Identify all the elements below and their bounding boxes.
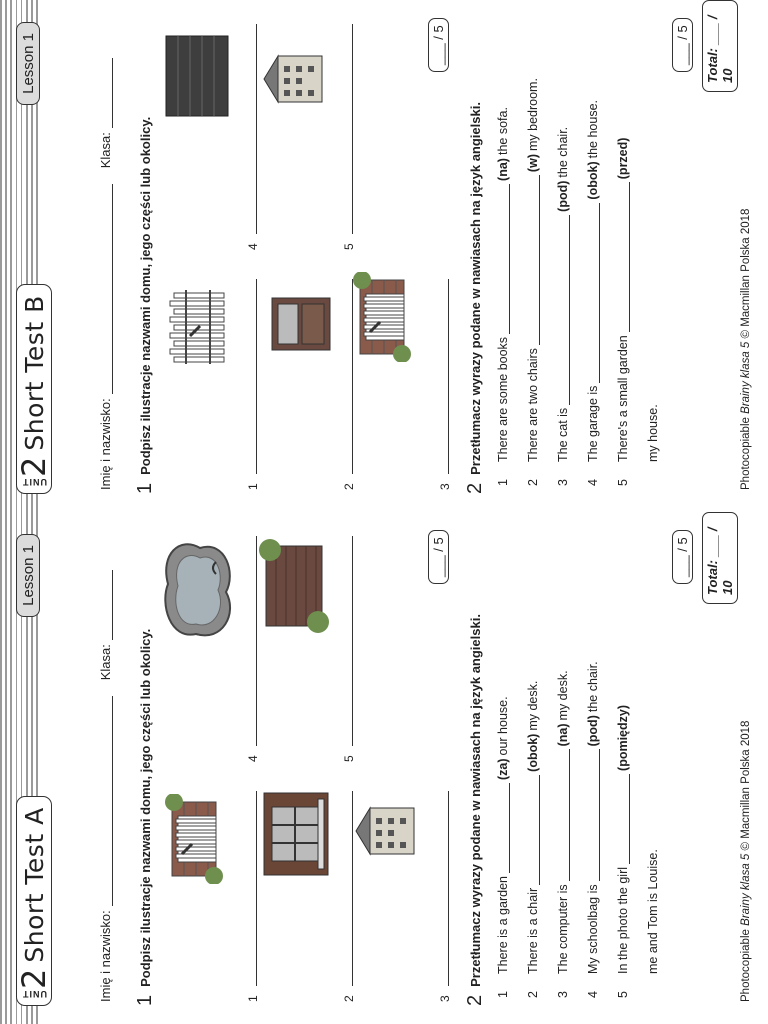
sentence-number: 2 bbox=[526, 991, 540, 998]
sentence-continuation: my house. bbox=[646, 404, 660, 462]
answer-blank[interactable] bbox=[497, 184, 510, 334]
total-box bbox=[702, 0, 738, 92]
sentence-before: There is a chair bbox=[526, 887, 540, 974]
q2-instruction: Przetłumacz wyrazy podane w nawiasach na język angielski. bbox=[468, 614, 483, 987]
footer-text: Photocopiable bbox=[740, 413, 752, 490]
q1-item-number: 2 bbox=[342, 483, 356, 490]
footer bbox=[740, 209, 752, 490]
q2-sentence bbox=[526, 78, 540, 486]
q1-item-number: 2 bbox=[342, 995, 356, 1002]
answer-blank[interactable] bbox=[587, 749, 600, 881]
total-score: ___ / 10 bbox=[705, 15, 735, 83]
roof-icon bbox=[160, 30, 239, 122]
name-label: Imię i nazwisko: bbox=[98, 910, 113, 1002]
sentence-after: the sofa. bbox=[496, 107, 510, 156]
sentence-hint: (na) bbox=[496, 158, 510, 181]
test-title-box bbox=[16, 796, 52, 1006]
total-label: Total: bbox=[705, 48, 720, 83]
q2-sentence bbox=[496, 696, 510, 998]
q1-instruction: Podpisz ilustracje nazwami domu, jego części lub okolicy. bbox=[138, 628, 153, 987]
pond-icon bbox=[156, 534, 245, 644]
q1-item-number: 3 bbox=[438, 483, 452, 490]
answer-blank[interactable] bbox=[617, 774, 630, 864]
sentence-before: The computer is bbox=[556, 884, 570, 974]
q2-sentence bbox=[496, 107, 510, 486]
test-title: Short Test A bbox=[19, 807, 49, 963]
q1-item-number: 1 bbox=[246, 483, 260, 490]
window-icon bbox=[260, 789, 337, 879]
q1-item-number: 4 bbox=[246, 243, 260, 250]
q1-answer-line[interactable] bbox=[256, 791, 257, 986]
footer-book: Brainy klasa 5 bbox=[740, 341, 752, 414]
test-title-box bbox=[16, 284, 52, 494]
sentence-number: 1 bbox=[496, 479, 510, 486]
unit-number: 2 bbox=[15, 456, 53, 477]
sentence-before: There are some books bbox=[496, 336, 510, 462]
q1-answer-line[interactable] bbox=[352, 24, 353, 234]
unit-word: UNIT bbox=[21, 989, 47, 999]
footer-text: Photocopiable bbox=[740, 925, 752, 1002]
sentence-hint: (pod) bbox=[586, 715, 600, 747]
q1-score: ___ / 5 bbox=[428, 18, 449, 72]
name-field[interactable] bbox=[110, 184, 113, 394]
sentence-hint: (obok) bbox=[586, 161, 600, 200]
q1-score: ___ / 5 bbox=[428, 530, 449, 584]
fence-icon bbox=[162, 794, 231, 884]
sentence-hint: (na) bbox=[556, 723, 570, 747]
sentence-continuation: me and Tom is Louise. bbox=[646, 849, 660, 974]
test-title: Short Test B bbox=[19, 295, 49, 451]
name-label: Imię i nazwisko: bbox=[98, 398, 113, 490]
total-label: Total: bbox=[705, 560, 720, 595]
q2-score: ___ / 5 bbox=[672, 530, 693, 584]
q1-item-number: 5 bbox=[342, 243, 356, 250]
q2-sentence bbox=[556, 670, 570, 998]
q2-heading bbox=[464, 614, 487, 1006]
q1-item-number: 5 bbox=[342, 755, 356, 762]
class-field[interactable] bbox=[110, 58, 113, 128]
sentence-number: 1 bbox=[496, 991, 510, 998]
lesson-label: Lesson 1 bbox=[16, 22, 40, 105]
class-label: Klasa: bbox=[98, 644, 113, 681]
sentence-number: 3 bbox=[556, 479, 570, 486]
footer bbox=[740, 721, 752, 1002]
q1-instruction: Podpisz ilustracje nazwami domu, jego części lub okolicy. bbox=[138, 116, 153, 475]
q2-sentence bbox=[586, 100, 600, 486]
q1-heading bbox=[134, 629, 157, 1006]
footer-copyright: © Macmillan Polska 2018 bbox=[740, 208, 752, 342]
sentence-before: There are two chairs bbox=[526, 348, 540, 462]
name-row bbox=[98, 22, 113, 490]
sentence-before: The garage is bbox=[586, 385, 600, 462]
house-icon bbox=[260, 46, 329, 112]
q2-sentence bbox=[616, 135, 630, 486]
name-row bbox=[98, 534, 113, 1002]
class-label: Klasa: bbox=[98, 132, 113, 169]
unit-number: 2 bbox=[15, 968, 53, 989]
footer-copyright: © Macmillan Polska 2018 bbox=[740, 720, 752, 854]
q2-instruction: Przetłumacz wyrazy podane w nawiasach na język angielski. bbox=[468, 102, 483, 475]
house-icon bbox=[352, 798, 421, 864]
q1-answer-line[interactable] bbox=[352, 536, 353, 746]
wall-icon bbox=[256, 538, 337, 634]
sentence-hint: (obok) bbox=[526, 733, 540, 772]
q2-score: ___ / 5 bbox=[672, 18, 693, 72]
q2-number: 2 bbox=[464, 482, 486, 494]
sentence-number: 4 bbox=[586, 991, 600, 998]
total-box bbox=[702, 512, 738, 604]
q1-answer-line[interactable] bbox=[256, 24, 257, 234]
sentence-after: my bedroom. bbox=[526, 78, 540, 151]
answer-blank[interactable] bbox=[587, 203, 600, 383]
answer-blank[interactable] bbox=[557, 215, 570, 405]
sentence-number: 2 bbox=[526, 479, 540, 486]
sentence-after: the chair. bbox=[586, 661, 600, 713]
sentence-hint: (pomiędzy) bbox=[616, 704, 630, 771]
unit-word: UNIT bbox=[21, 477, 47, 487]
q1-heading bbox=[134, 117, 157, 494]
unit-badge bbox=[15, 456, 53, 487]
q1-number: 1 bbox=[134, 482, 156, 494]
class-field[interactable] bbox=[110, 570, 113, 640]
answer-blank[interactable] bbox=[527, 175, 540, 345]
sentence-before: In the photo the girl bbox=[616, 866, 630, 974]
name-field[interactable] bbox=[110, 696, 113, 906]
answer-blank[interactable] bbox=[497, 783, 510, 873]
door-icon bbox=[268, 294, 339, 354]
sentence-hint: (pod) bbox=[556, 180, 570, 212]
unit-badge bbox=[15, 968, 53, 999]
answer-blank[interactable] bbox=[617, 182, 630, 332]
sentence-number: 5 bbox=[616, 991, 630, 998]
q1-item-number: 1 bbox=[246, 995, 260, 1002]
q2-sentence bbox=[556, 127, 570, 486]
q2-number: 2 bbox=[464, 994, 486, 1006]
q2-sentence bbox=[616, 702, 630, 998]
sentence-before: The cat is bbox=[556, 407, 570, 462]
short-test-a bbox=[0, 512, 768, 1024]
lesson-label: Lesson 1 bbox=[16, 534, 40, 617]
gate-icon bbox=[160, 282, 235, 372]
sentence-number: 3 bbox=[556, 991, 570, 998]
q1-answer-line[interactable] bbox=[448, 279, 449, 474]
q2-sentence bbox=[586, 661, 600, 998]
total-score: ___ / 10 bbox=[705, 527, 735, 595]
sentence-before: There's a small garden bbox=[616, 335, 630, 462]
sentence-after: the house. bbox=[586, 99, 600, 159]
sentence-number: 4 bbox=[586, 479, 600, 486]
q2-sentence bbox=[526, 681, 540, 998]
answer-blank[interactable] bbox=[527, 775, 540, 885]
sentence-after: our house. bbox=[496, 696, 510, 756]
q1-item-number: 4 bbox=[246, 755, 260, 762]
fence-icon bbox=[350, 272, 419, 362]
q2-heading bbox=[464, 102, 487, 494]
q1-item-number: 3 bbox=[438, 995, 452, 1002]
sentence-after: the chair. bbox=[556, 126, 570, 178]
sentence-before: My schoolbag is bbox=[586, 884, 600, 974]
sentence-hint: (przed) bbox=[616, 137, 630, 180]
sentence-hint: (za) bbox=[496, 758, 510, 781]
q1-answer-line[interactable] bbox=[256, 279, 257, 474]
footer-book: Brainy klasa 5 bbox=[740, 853, 752, 926]
q1-number: 1 bbox=[134, 994, 156, 1006]
q1-answer-line[interactable] bbox=[448, 791, 449, 986]
sentence-before: There is a garden bbox=[496, 876, 510, 974]
sentence-hint: (w) bbox=[526, 154, 540, 173]
sentence-after: my desk. bbox=[526, 680, 540, 731]
sentence-after: my desk. bbox=[556, 670, 570, 721]
answer-blank[interactable] bbox=[557, 749, 570, 881]
sentence-number: 5 bbox=[616, 479, 630, 486]
